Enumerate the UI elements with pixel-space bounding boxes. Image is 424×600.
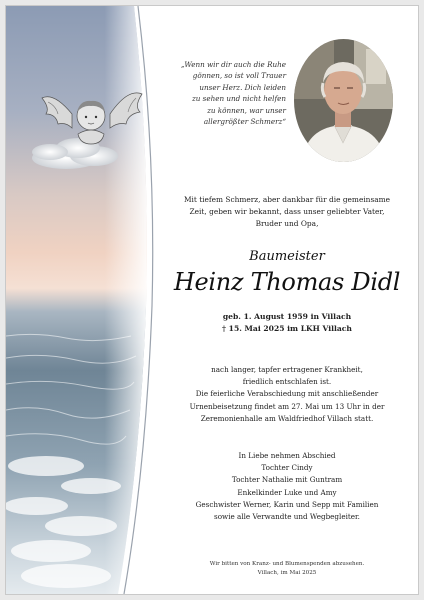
portrait-photo: [294, 39, 393, 162]
quote-line: zu sehen und nicht helfen: [191, 94, 286, 104]
footer-line: Wir bitten von Kranz- und Blumenspenden abzusehen.: [209, 561, 365, 567]
intro-line: Bruder und Opa,: [255, 218, 319, 228]
mourners-list: [156, 450, 418, 523]
sea-sky-decoration: [6, 6, 156, 594]
intro-line: Zeit, geben wir bekannt, dass unser geliebter Vater,: [189, 206, 385, 216]
intro-line: Mit tiefem Schmerz, aber dankbar für die gemeinsame: [183, 195, 391, 204]
birth-date: geb. 1. August 1959 in Villach: [222, 312, 352, 321]
announcement-line: friedlich entschlafen ist.: [242, 377, 332, 387]
obituary-page: [5, 5, 419, 595]
content-area: [156, 6, 418, 594]
quote-line: „Wenn wir dir auch die Ruhe: [180, 60, 286, 69]
mourner-line: Enkelkinder Luke und Amy: [237, 487, 337, 497]
mourner-line: Tochter Cindy: [261, 463, 313, 473]
mourner-line: sowie alle Verwandte und Wegbegleiter.: [214, 512, 360, 522]
mourner-line: Tochter Nathalie mit Guntram: [231, 475, 343, 485]
quote-line: gönnen, so ist voll Trauer: [192, 71, 286, 81]
announcement-line: Die feierliche Verabschiedung mit anschließender: [195, 389, 379, 399]
memorial-quote: [174, 59, 286, 127]
mourner-line: Geschwister Werner, Karin und Sepp mit Familien: [195, 499, 379, 509]
life-dates: [156, 311, 418, 334]
footer-line: Villach, im Mai 2025: [257, 570, 317, 577]
deceased-title: Baumeister: [249, 249, 325, 264]
death-date: † 15. Mai 2025 im LKH Villach: [222, 323, 352, 333]
funeral-announcement: [156, 364, 418, 425]
mourner-line: In Liebe nehmen Abschied: [238, 451, 336, 460]
announcement-line: nach langer, tapfer ertragener Krankheit,: [211, 365, 363, 374]
quote-line: allergrößter Schmerz“: [203, 117, 286, 127]
announcement-line: Zeremonienhalle am Waldfriedhof Villach statt.: [200, 413, 374, 423]
quote-line: unser Herz. Dich leiden: [199, 82, 286, 92]
announcement-line: Urnenbeisetzung findet am 27. Mai um 13 Uhr in der: [189, 401, 385, 411]
deceased-name: Heinz Thomas Didl: [173, 268, 401, 296]
quote-line: zu können, war unser: [207, 105, 286, 115]
footer-note: [156, 560, 418, 579]
intro-text: [156, 194, 418, 229]
